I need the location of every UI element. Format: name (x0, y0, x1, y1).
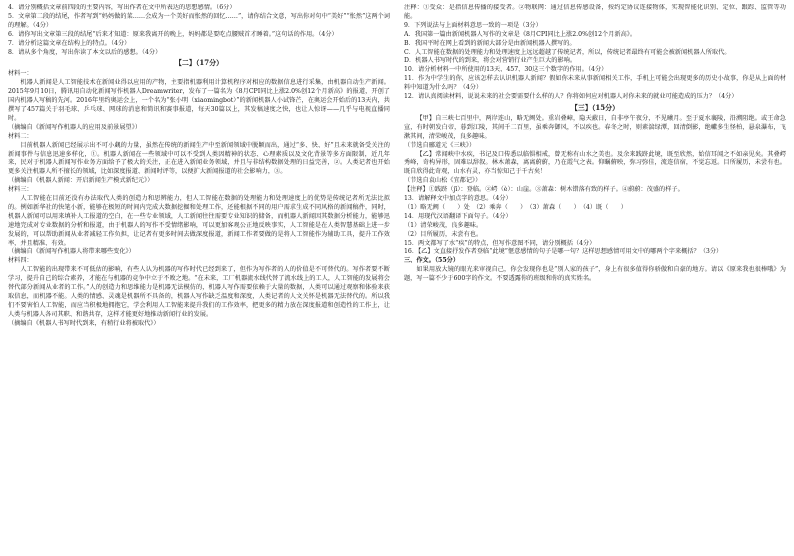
section-3-title: 【三】（15分） (570, 102, 620, 112)
material-3-title: 材料三： (8, 186, 33, 194)
question-12: 12．请认真阅读材料，说说未来的社会要需要什么样的人？你将如何应对机器人对你未来的就业可能造成的压力？（4分） (404, 93, 738, 101)
passage-yi-source: （节选自袁山松《宜都记》） (404, 177, 482, 185)
passage-jia: 【甲】自三峡七百里中，两岸连山，略无阙处。重岩叠嶂，隐天蔽日，自非亭午夜分，不见曦月。至于夏水襄陵，沿溯阻绝。或王命急宣，有时朝发白帝，暮到江陵，其间千二百里，虽乘奔御风，不以疾也。春冬之时，则素湍绿潭，回清倒影，绝巘多生怪柏，悬泉瀑布，飞漱其间，清荣峻茂，良多趣味。 (404, 114, 786, 140)
right-column (404, 4, 786, 556)
material-1-source: （摘编自《新闻写作机器人的应用及前景展望》） (8, 123, 142, 131)
question-11: 11．作为中学生的你，应该怎样去认识机器人新闻？假如你未来从事新闻相关工作，手机上可能会出现更多的历史小故事，你是从上面的材料中知道为什么吗？（4分） (404, 75, 786, 92)
question-5: 5．文章第二段的结尾，作者写到“妈妈做的菜……会成为一个美好而怅然的回忆……”，请你结合文意，写出你对句中“美好”“怅然”这两个词的理解。（4分） (8, 12, 390, 29)
question-9-option-a: A．我国第一篇由新闻机器人写作的文章是《8月CPI同比上涨2.0%创12个月新高》。 (404, 30, 637, 38)
question-6: 6．请你写出文章第三段的结尾“后来才知道：原来我离开的晚上，妈妈都是要吃点腰贼首才睡着。”这句话的作用。（4分） (8, 30, 338, 38)
material-1-body: 机器人新闻是人工智能技术在新闻业得以应用的产物，主要指机器利用计算机程序对相应的数据信息进行采集，由机器自动生产新闻。2015年9月10日，腾讯用自动化新闻写作机器人Dreamwriter，发布了一篇名为《8月CPI同比上涨2.0%创12个月新高》的报道，开创了国内机器人写稿的先河。2016年里约奥运会上，一个名为“张小明（xiaomingbot）”的新闻机器人小试锋芒，在奥运会开始后的13天内，共撰写了457篇关于羽毛球、乒乓球、网球的消息和简讯和赛事报道，每天30篇以上，其发稿速度之快，也让人惊讶——几乎与电视直播同时。 (8, 79, 390, 122)
question-10: 10．请分析材料一中所使用的13天、457、30这三个数字的作用。（4分） (404, 66, 608, 74)
material-4-title: 材料四： (8, 257, 33, 265)
material-4-body: 人工智能的出现带来不可低估的影响，有些人认为机器的写作时代已经到来了，但作为写作者的人的价值是不可替代的。写作者要不断学习，提升自己的综合素养，才能在与机器的竞争中立于不败之地。“在未来，工厂机器流水线代替了流水线上的工人，人工智能的发展将会替代部分新闻从业者的工作。”人的创造力和思维能力是机器无法模仿的，机器人写作需要依赖于大量的数据，人类可以通过观察和体验来获取信息，而机器不能。人类的情感、灵魂是机器所不具备的，机器人写作缺乏温度和深度，人类记者的人文关怀是机器无法替代的。所以我们不要害怕人工智能，而应当积极地拥抱它，学会利用人工智能来提升我们的工作效率，把更多的精力放在深度报道和创造性的工作上，让人类与机器人各司其职、和谐共存，这样才能更好地推动新闻行业的发展。 (8, 266, 390, 318)
question-14-item-2: （2）目所履历，未尝有也。 (404, 230, 483, 238)
section-2-title: 【二】（17分） (174, 58, 224, 68)
question-13: 13．请解释文中加点字的意思。（4分） (404, 195, 512, 203)
passage-annotation: 【注释】①践跻（jī）：登临。②崿（è）：山崖。③萧森：树木错落有致的样子。④蔚蔚：茂盛的样子。 (404, 186, 684, 194)
question-13-items: （1）略无阙（ ）处 （2）乘奔（ ） （3）萧森（ ） （4）既（ ） (404, 203, 627, 211)
left-column (8, 4, 390, 556)
material-3-source: （摘编自《新闻写作机器人将带来哪些变化》） (8, 248, 135, 256)
question-16: 16．【乙】文直接抒发作者登临“此境”惬意感情的句子是哪一句？这样思想感情可用文中的哪两个字来概括？（3分） (404, 248, 723, 256)
material-note: 注释：①受众：是指信息传播的接受者。②物联网：通过信息传感设备，按约定协议连接物体，实现智能化识别、定位、跟踪、监管等功能。 (404, 4, 786, 20)
material-3-body: 人工智能在目前还没有办法取代人类的创造力和思辨能力，但人工智能在数据的处理能力和处理速度上的优势是传统记者所无法比拟的。例如新华社的快笔小新，能够在极短的时间内完成大数据挖掘和处理工作，还能根据不同的用户需求生成不同风格的新闻稿件，同时，机器人新闻可以用来填补人工报道的空白，在一些专业领域，人工新闻往往需要专业知识的储备，而机器人新闻因其数据分析能力，能够迅速地完成对专业数据的分析和报道，由于机器人的写作不受情绪影响，可以更加客观公正地反映事实，人工智能是在人类智慧基础上进一步发展的，可以帮助新闻从业者减轻工作负担，让记者有更多时间去做深度报道，新闻工作者要做的是将人工智能作为辅助工具，提升工作效率，并且精准、有效。 (8, 195, 390, 247)
material-1-title: 材料一： (8, 70, 33, 78)
question-9-option-c: C．人工智能在数据的处理能力和处理速度上远远超越了传统记者，所以，传统记者最终有可能会被新闻机器人所取代。 (404, 48, 731, 56)
question-9-option-b: B．我国平时在网上看到的新闻大部分是由新闻机器人撰写的。 (404, 39, 576, 47)
material-2-source: （摘编自《机器人新闻：开启新闻生产模式新纪元》） (8, 177, 154, 185)
question-15: 15．两文都写了水“疾”的特点，但写作意图不同，请分别概括（4分） (404, 239, 596, 247)
material-2-body: 目前机器人新闻已经展示出不可小觑的力量，虽然在传统的新闻生产中至新闻领域中脱颖而出，通过“多、快、好”且未来就备受关注的新闻事件与信息迅速多样化，①。机器人新闻在一些领域中可以不受到人类因精神的状态、心理素质以及文化背景等多方面限制，近几年来，民对于机器人新闻写作业务方面给予了极大的关注，正在进入新闻业务领域，并且与非结构数据处理的日益完善，②。人类记者也开始更多关注机器人所不擅长的领域，比如深度报道、新闻时评等，以便扩大新闻报道的社会影响力，③。 (8, 141, 390, 176)
question-14-item-1: （1）清荣峻茂，良多趣味。 (404, 221, 483, 229)
question-14: 14．用现代汉语翻译下面句子。（4分） (404, 212, 512, 220)
passage-yi: 【乙】常闻峡中水疾，书记及口传悉以临惧相戒，曾无称有山水之美也。及余来践跻此境，既至欣然，始信耳闻之不如亲见矣。其叠崿秀峰，奇构异形，固难以辞叙。林木萧森，离离蔚蔚，乃在霞气之表。仰瞩俯映，弥习弥佳，流连信宿，不觉忘返。目所履历，未尝有也。既自欣得此奇观，山水有灵，亦当惊知己于千古矣！ (404, 150, 786, 176)
question-7: 7．请分析这篇文章在结构上的特点。（4分） (8, 39, 131, 47)
passage-jia-source: （节选自郦道元《三峡》） (404, 141, 476, 149)
essay-prompt: 如果用放大镜的眼光来审视自己，你会发现你也是“别人家的孩子”，身上有很多值得你骄傲和自豪的地方。请以《原来我也很棒哦》为题，写一篇不少于600字的作文。不要透露你的班级和你的真实姓名。 (404, 266, 786, 283)
question-9: 9．下列说法与上面材料意思一致的一项是（3分） (404, 21, 542, 29)
question-9-option-d: D．机器人书写时代的到来，将会对营销行业产生巨大的影响。 (404, 57, 577, 65)
essay-title: 三、作文。（55分） (404, 257, 460, 265)
material-2-title: 材料二： (8, 132, 33, 140)
question-8: 8．请从多个角度，写出你读了本文以后的感想。（4分） (8, 48, 162, 56)
question-4: 4．请分别概括文章前四段的主要内容，写出作者在文中所表达的思想感情。（6分） (8, 4, 236, 11)
material-4-source: （摘编自《机器人书写时代到来，有稍行业将被取代》） (8, 319, 160, 327)
